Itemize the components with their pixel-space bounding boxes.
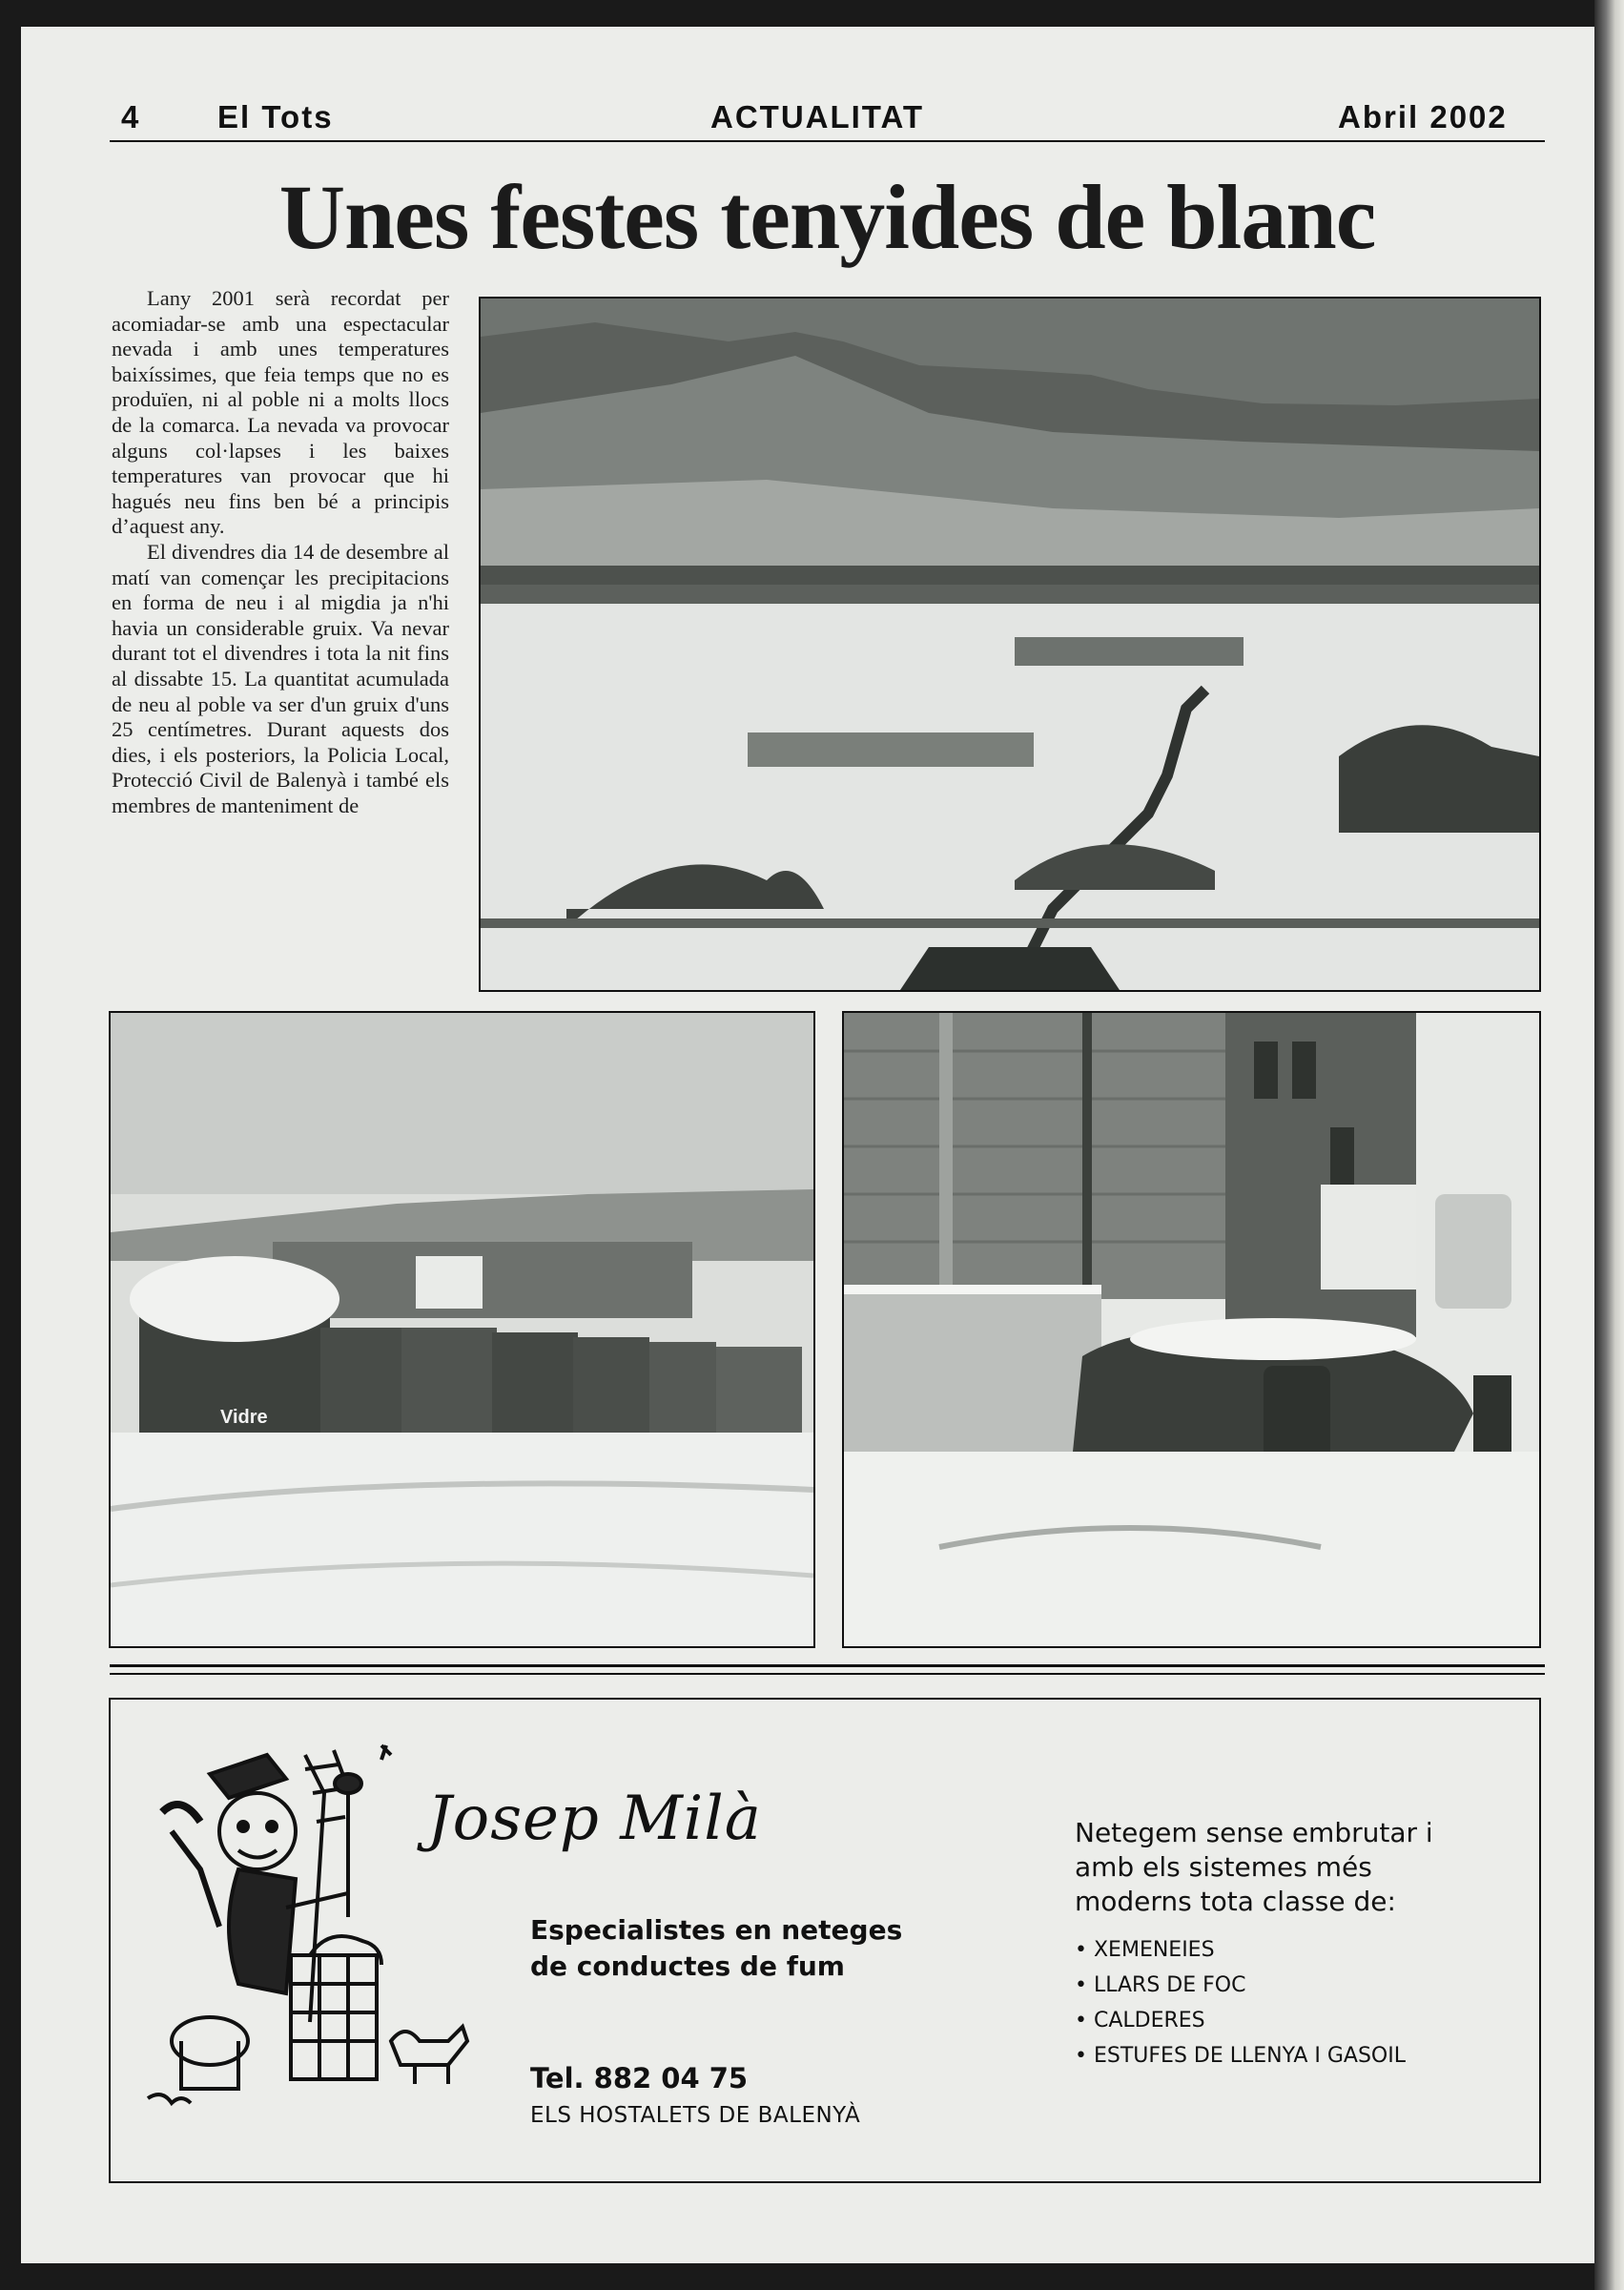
service-item: • CALDERES	[1075, 2003, 1406, 2038]
article-paragraph: El divendres dia 14 de desembre al matí van començar les precipitacions en forma de neu i al migdia ja n'hi havia un considerable gruix. Va nevar durant tot el divendres i tota la nit fins al dissabte 15. La quantitat acumulada de neu al poble va ser d'un gruix d'uns 25 centímetres. Durant aquests dos dies, i els posteriors, la Policia Local, Protecció Civil de Balenyà i també els membres de manteniment de	[112, 539, 449, 817]
container-label: Vidre	[220, 1407, 268, 1428]
advertiser-location: ELS HOSTALETS DE BALENYÀ	[530, 2103, 861, 2128]
service-item: • ESTUFES DE LLENYA I GASOIL	[1075, 2038, 1406, 2073]
article-body	[112, 286, 449, 818]
photo-snowy-valley	[479, 297, 1541, 992]
article-headline: Unes festes tenyides de blanc	[278, 166, 1376, 268]
services-list	[1075, 1932, 1406, 2073]
page-spine	[1594, 0, 1624, 2290]
photo-snowed-containers	[109, 1011, 815, 1648]
service-item: • LLARS DE FOC	[1075, 1968, 1406, 2003]
section-rule-bottom	[110, 1673, 1545, 1675]
services-intro: Netegem sense embrutar i amb els sistemes més moderns tota classe de:	[1075, 1817, 1433, 1917]
section-name: ACTUALITAT	[710, 99, 925, 134]
article-paragraph: Lany 2001 serà recordat per acomiadar-se amb una espectacular nevada i amb unes temperatures baixíssimes, que feia temps que no es produïen, ni al poble ni a molts llocs de la comarca. La nevada va provocar alguns col·lapses i les baixes temperatures van provocar que hi hagués neu fins ben bé a principis d’aquest any.	[112, 286, 449, 539]
advertiser-phone: Tel. 882 04 75	[530, 2062, 749, 2094]
service-item: • XEMENEIES	[1075, 1932, 1406, 1968]
header-rule	[110, 140, 1545, 142]
publication-name: El Tots	[217, 99, 334, 134]
issue-date: Abril 2002	[1338, 99, 1508, 134]
photo-snowy-street	[842, 1011, 1541, 1648]
section-rule-top	[110, 1664, 1545, 1667]
page-number: 4	[121, 99, 141, 134]
advertiser-specialty: Especialistes en neteges de conductes de fum	[530, 1914, 903, 1982]
advertiser-name: Josep Milà	[427, 1784, 762, 1854]
